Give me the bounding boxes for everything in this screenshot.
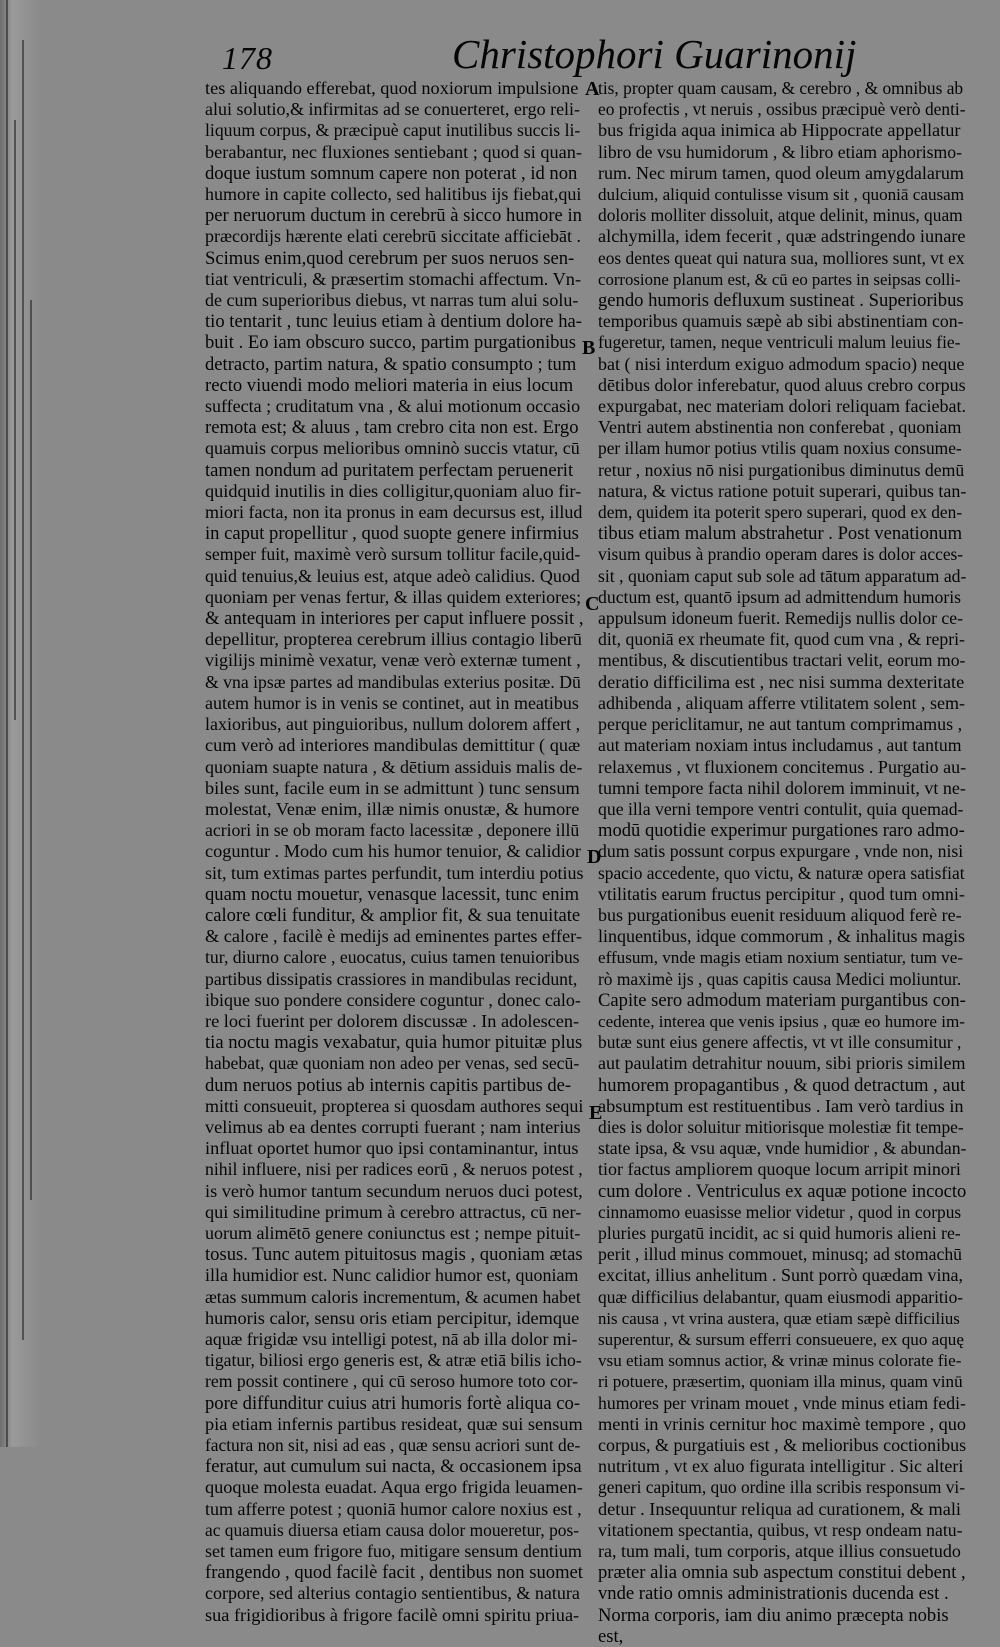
text-line: doque iustum somnum capere non poterat , id non [205,162,578,184]
text-line: uorum alimētō genere coniunctus est ; nempe pituit- [205,1222,581,1243]
text-line: est, [598,1625,624,1647]
text-line: expurgabat, nec materiam dolori reliquam faciebat. [598,396,966,417]
text-line: remota est; & aluus , tam crebro cita non est. Ergo [205,417,579,439]
text-line: tum afferre potest ; quoniā humor calore noxius est , [205,1498,582,1519]
text-line: ri potuere, præsertim, quoniam illa minus, quam vinū [598,1372,963,1392]
text-line: visum quibus à prandio operam dares is dolor acces- [598,544,964,565]
text-line: is verò humor tantum secundum neruos duci potest, [205,1180,583,1201]
margin-marker-c: C [585,593,600,615]
text-line: ibique suo pondere considere coguntur , donec calo- [205,989,581,1010]
text-line: doloris molliter dissoluit, atque delinit, minus, quam [598,205,963,226]
text-line: aut paulatim detrahitur nouum, sibi prioris similem [598,1053,966,1074]
text-line: berabantur, nec fluxiones sentiebant ; quod si quan- [205,141,582,162]
text-line: retur , noxius nō nisi purgationibus diminutus demū [598,459,965,480]
text-line: dulcium, aliquid contulisse visum sit , quoniā causam [598,185,965,205]
text-line: sua frigidioribus à frigore facilè omni spiritu priua- [205,1604,580,1625]
text-line: sit, tum extimas partes perfundit, tum interdiu potius [205,862,583,883]
text-line: dies is dolor soluitur mitiorisque molestiæ fit tempe- [598,1116,964,1137]
text-line: vsu etiam somnus actior, & vrinæ minus colorate fie- [598,1351,962,1371]
text-line: miori facta, non ita pronus in eam decursus est, illud [205,502,583,523]
text-line: vnde ratio omnis administrationis ducenda est . [598,1583,949,1605]
text-line: laxioribus, aut pinguioribus, nullum dolorem affert , [205,714,581,735]
text-line: quoque molesta euadat. Aqua ergo frigida leuamen- [205,1477,583,1498]
text-line: corpus, & purgatiuis est , & melioribus coctionibus [598,1435,966,1455]
text-line: que illa verni tempore ventri contulit, quia quemad- [598,798,964,819]
text-line: spacio accedente, quo victu, & naturæ opera satisfiat [598,862,965,883]
text-line: præcordijs hærente elati cerebrū siccitate afficiebāt . [205,226,581,247]
text-line: vtilitatis earum fructus percipitur , quod tum omni- [598,883,965,904]
text-line: quoniam per venas fertur, & illas quidem exteriores; [205,586,582,607]
text-line: coguntur . Modo cum his humor tenuior, & calidior [205,841,582,862]
text-line: bus purgationibus euenit residuum aliquod ferè re- [598,904,962,925]
text-line: humores per vrinam mouet , vnde minus etiam fedi- [598,1392,966,1413]
text-line: dit, quoniā ex rheumate fit, quod cum vna , & repri- [598,629,965,650]
text-line: pluries purgatū incidit, ac si quid humoris alieni re- [598,1222,961,1243]
text-line: rum. Nec mirum tamen, quod oleum amygdalarum [598,162,964,183]
text-line: mentibus, & discutientibus tractari velit, eorum mo- [598,650,966,671]
text-line: menti in vrinis cernitur hoc maximè tempore , quo [598,1413,966,1434]
text-line: nihil influere, nisi per radices eorū , & neruos potest , [205,1159,583,1180]
text-line: humorem propagantibus , & quod detractum , aut [598,1074,966,1096]
text-line: gendo humoris defluxum sustineat . Superioribus [598,290,964,312]
text-line: re loci fuerint per dolorem discussæ . In adolescen- [205,1010,580,1031]
text-line: cum verò ad interiores mandibulas demittitur ( quæ [205,735,581,756]
text-line: modū quotidie experimur purgationes raro admo- [598,820,965,842]
text-line: aut materiam noxiam intus includamus , aut tantum [598,735,962,756]
text-line: superentur, & sursum efferri consueuere, ex quo aquę [598,1329,964,1349]
text-line: alui solutio,& infirmitas ad se conuerteret, ergo reli- [205,99,581,120]
text-line: velimus ab ea dentes corrupti fuerant ; nam interius [205,1116,581,1137]
text-line: temporibus quamuis sæpè ab sibi abstinentiam con- [598,311,964,332]
text-line: per illam humor potius vtilis quam noxius consume- [598,438,962,459]
text-line: tamen nondum ad puritatem perfectam peruenerit [205,459,574,481]
text-line: effusum, vnde magis etiam noxium sentiatur, tum ve- [598,948,964,968]
text-line: recto viuendi modo meliori materia in eius locum [205,374,574,396]
text-line: frangendo , quod facilè facit , dentibus non suomet [205,1562,583,1584]
text-line: deratio difficilima est , nec nisi summa dexteritate [598,671,965,692]
text-line: linquentibus, idque commorum , & inhalitus magis [598,926,965,947]
text-line: libro de vsu humidorum , & libro etiam aphorismo- [598,141,963,162]
text-line: rò maximè ijs , quas capitis causa Medici moliuntur. [598,968,962,989]
text-line: semper fuit, maximè verò sursum tollitur facile,quid- [205,544,581,565]
text-line: quoniam suapte natura , & dētium assiduis malis de- [205,756,583,777]
binding-gutter [0,0,40,1447]
text-line: corrosione planum est, & cū eo partes in seipsas colli- [598,269,961,289]
text-line: molestat, Venæ enim, illæ nimis onustæ, & humore [205,798,580,819]
text-line: quid tenuius,& leuius est, atque adeò calidius. Quod [205,565,580,586]
text-line: humore in capite collecto, sed halitibus ijs fiebat,qui [205,184,582,205]
text-line: Ventri autem abstinentia non conferebat , quoniam [598,417,962,438]
text-line: buit . Eo iam obscuro succo, partim purgationibus [205,332,576,354]
text-line: cinnamomo euasisse melior videtur , quod in corpus [598,1201,962,1222]
text-line: tigatur, biliosi ergo generis est, & atræ etiā bilis icho- [205,1350,582,1371]
text-line: perque periclitamur, ne aut tantum comprimamus , [598,714,963,735]
text-line: adhibenda , aliquam afferre vtilitatem solent , sem- [598,692,966,713]
right-text-column [598,78,966,1647]
text-line: ductum est, quantō ipsum ad admittendum humoris [598,586,962,607]
text-line: dem, quidem ita poterit spero superari, quod ex den- [598,502,963,523]
text-line: qui similitudine primum à cerebro attractus, cū ner- [205,1201,582,1222]
text-line: nutritum , vt ex aluo figurata intelligitur . Sic alteri [598,1456,964,1477]
text-line: vigilijs minimè vexatur, venæ verò externæ tument , [205,650,581,671]
text-line: factura non sit, nisi ad eas , quæ sensu acriori sunt de- [205,1435,581,1455]
text-line: absumptum est restituentibus . Iam verò tardius in [598,1095,964,1116]
text-line: ac quamuis diuersa etiam causa dolor moueretur, pos- [205,1519,580,1540]
text-line: dētibus dolor inferebatur, quod aluus crebro corpus [598,374,966,395]
text-line: biles sunt, facile eum in se admittunt ) tunc sensum [205,777,580,798]
text-line: tiat ventriculi, & præsertim stomachi affectum. Vn- [205,268,582,289]
text-line: & antequam in interiores per caput influere possit , [205,608,583,630]
text-line: quidquid inutilis in dies colligitur,quoniam aluo fir- [205,480,582,501]
text-line: generi capitum, quo ordine illa scribis responsum vi- [598,1477,966,1498]
text-line: pia etiam infernis partibus resideat, quæ sui sensum [205,1413,583,1434]
text-line: in caput propellitur , quod suopte genere infirmius [205,523,579,545]
text-line: state ipsa, & vsu aquæ, vnde humidior , & abundan- [598,1138,966,1159]
text-line: alchymilla, idem fecerit , quæ adstringendo iunare [598,226,966,247]
left-text-column [205,78,583,1626]
text-line: præter alia omnia sub aspectum constitui debent , [598,1562,966,1584]
text-line: dum neruos potius ab internis capitis partibus de- [205,1074,572,1096]
text-line: appulsum idoneum fuerit. Remedijs nullis dolor ce- [598,608,963,629]
text-line: detracto, partim natura, & spatio consumpto ; tum [205,353,577,375]
text-line: tibus etiam malum abstrahetur . Post venationum [598,523,963,545]
text-line: tis, propter quam causam, & cerebro , & omnibus ab [598,78,964,98]
text-line: fugeretur, tamen, neque ventriculi malum leuius fie- [598,332,961,353]
text-line: cum dolore . Ventriculus ex aquæ potione incocto [598,1180,966,1202]
text-line: influat oportet humor quo ipsi contaminantur, intus [205,1138,579,1159]
text-line: autem humor is in venis se continet, aut in meatibus [205,692,579,713]
text-line: relaxemus , vt fluxionem concitemus . Purgatio au- [598,756,966,777]
text-line: sit , quoniam caput sub sole ad tātum apparatum ad- [598,565,966,586]
text-line: tio tentarit , tunc leuius etiam à dentium dolore ha- [205,311,582,333]
text-line: butæ sunt eius genere affectis, vt vt ille consumitur , [598,1032,962,1053]
page-number: 178 [222,40,273,76]
margin-marker-e: E [589,1102,603,1124]
text-line: quæ difficilius delabantur, quam eiusmodi apparitio- [598,1286,964,1307]
text-line: eos dentes queat qui natura sua, molliores sunt, vt ex [598,247,965,268]
text-line: aquæ frigidæ vsu intelligi potest, nā ab illa dolor mi- [205,1328,578,1349]
text-line: natura, & victus ratione potuit superari, quibus tan- [598,480,966,501]
text-line: per neruorum ductum in cerebrū à sicco humore in [205,205,582,227]
text-line: quam noctu mouetur, venasque lacessit, tunc enim [205,883,580,905]
text-line: perit , illud minus commouet, minusq; ad stomachū [598,1244,963,1265]
text-line: tumni tempore facta nihil dolorem imminuit, vt ne- [598,777,966,798]
text-line: bus frigida aqua inimica ab Hippocrate appellatur [598,120,961,141]
text-line: habebat, quæ quoniam non adeo per venas, sed secū- [205,1053,580,1074]
text-line: cedente, interea que venis ipsius , quæ eo humore im- [598,1011,965,1031]
text-line: rem possit continere , qui cū seroso humore toto cor- [205,1371,578,1392]
margin-marker-a: A [585,78,600,100]
text-line: vitationem spectantia, quibus, vt resp ondeam natu- [598,1519,963,1540]
text-line: detur . Insequuntur reliqua ad curationem, & mali [598,1498,961,1519]
text-line: tosus. Tunc autem pituitosus magis , quoniam ætas [205,1244,583,1266]
text-line: feratur, aut cumulum sui nacta, & occasionem ipsa [205,1456,582,1478]
text-line: quamuis corpus melioribus omninò succis vtatur, cū [205,438,580,459]
text-line: & vna ipsæ partes ad mandibulas exterius positæ. Dū [205,671,581,692]
text-line: tior factus ampliorem quoque locum arripit minori [598,1159,961,1180]
text-line: nis causa , vt vrina austera, quæ etiam sæpè difficilius [598,1308,960,1328]
text-line: bat ( nisi interdum exiguo admodum spacio) neque [598,353,965,374]
text-line: corpore, sed alterius contagio sentientibus, & natura [205,1583,580,1604]
text-line: liquum corpus, & præcipuè caput inutilibus succis li- [205,120,581,141]
text-line: humoris calor, sensu oris etiam percipitur, idemque [205,1307,580,1328]
text-line: tes aliquando efferebat, quod noxiorum impulsione [205,78,579,98]
text-line: tia noctu magis vexabatur, quia humor pituitæ plus [205,1032,583,1054]
text-line: pore diffunditur cuius atri humoris fortè aliqua co- [205,1392,581,1414]
text-line: tur, diurno calore , euocatus, cuius tamen tenuioribus [205,947,580,968]
text-line: Scimus enim,quod cerebrum per suos neruos sen- [205,247,575,269]
text-line: illa humidior est. Nunc calidior humor est, quoniam [205,1265,579,1286]
text-line: partibus dissipatis crassiores in mandibulas recidunt, [205,968,578,989]
text-line: & calore , facilè è medijs ad eminentes partes effer- [205,926,582,947]
text-line: de cum superioribus diebus, vt narras tum alui solu- [205,290,579,311]
text-line: acriori in se ob moram facto lacessitæ , deponere illū [205,820,580,841]
margin-marker-b: B [582,337,596,359]
text-line: calore cœli funditur, & amplior fit, & sua tenuitate [205,904,581,926]
text-line: eo profectis , vt neruis , ossibus præcipuè verò denti- [598,99,966,120]
text-line: suffecta ; cruditatum vna , & alui motionum occasio [205,396,581,417]
running-title: Christophori Guarinonij [452,31,857,77]
text-line: excitat, illius anhelitum . Sunt porrò quædam vina, [598,1265,963,1286]
margin-marker-d: D [587,846,602,868]
text-line: Norma corporis, iam diu animo præcepta nobis [598,1604,949,1626]
text-line: dum satis possunt corpus expurgare , vnde non, nisi [598,841,964,862]
text-line: ra, tum mali, tum corporis, atque illius consuetudo [598,1541,961,1562]
text-line: Capite sero admodum materiam purgantibus con- [598,989,966,1011]
text-line: mitti consueuit, propterea si quosdam authores sequi [205,1095,583,1116]
text-line: depellitur, propterea cerebrum illius contagio liberū [205,629,582,650]
text-line: set tamen eum frigore fuo, mitigare sensum dentium [205,1541,582,1562]
text-line: ætas summum caloris incrementum, & acumen habet [205,1286,581,1307]
